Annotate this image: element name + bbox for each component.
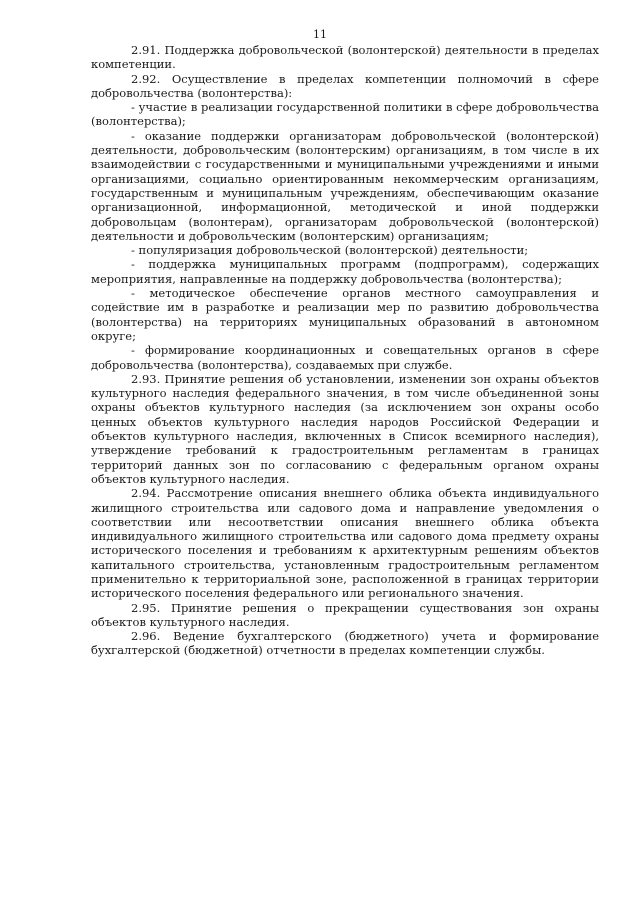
- list-item-coordination-bodies: - формирование координационных и совещательных органов в сфере добровольчества (волонтерства), создаваемых при службе.: [91, 343, 599, 372]
- paragraph-2-94: 2.94. Рассмотрение описания внешнего облика объекта индивидуального жилищного строительства или садового дома и направление уведомления о соответствии или несоответствии описания внешнего облика объекта индивидуального жилищного строительства или садового дома предмету охраны исторического поселения и требованиям к архитектурным решениям объектов капитального строительства, установленным градостроительным регламентом применительно к территориальной зоне, расположенной в границах территории исторического поселения федерального или регионального значения.: [91, 486, 599, 601]
- list-item-organizer-support: - оказание поддержки организаторам добровольческой (волонтерской) деятельности, добровольческим (волонтерским) организациям, в том числе в их взаимодействии с государственными и муниципальными учреждениями и иными организациями, социально ориентированным некоммерческим организациям, государственным и муниципальным учреждениям, обеспечивающим оказание организационной, информационной, методической и иной поддержки добровольцам (волонтерам), организаторам добровольческой (волонтерской) деятельности и добровольческим (волонтерским) организациям;: [91, 128, 599, 243]
- list-item-state-policy: - участие в реализации государственной политики в сфере добровольчества (волонтерства);: [91, 100, 599, 129]
- paragraph-2-96: 2.96. Ведение бухгалтерского (бюджетного) учета и формирование бухгалтерской (бюджетной) отчетности в пределах компетенции службы.: [91, 629, 599, 658]
- document-body: [91, 43, 599, 658]
- page-number: 11: [313, 28, 327, 41]
- list-item-methodical-support: - методическое обеспечение органов местного самоуправления и содействие им в разработке и реализации мер по развитию добровольчества (волонтерства) на территориях муниципальных образований в автономном округе;: [91, 286, 599, 343]
- paragraph-2-95: 2.95. Принятие решения о прекращении существования зон охраны объектов культурного наследия.: [91, 600, 599, 629]
- list-item-popularization: - популяризация добровольческой (волонтерской) деятельности;: [131, 243, 529, 258]
- paragraph-2-91: 2.91. Поддержка добровольческой (волонтерской) деятельности в пределах компетенции.: [91, 43, 599, 72]
- list-item-municipal-programs: - поддержка муниципальных программ (подпрограмм), содержащих мероприятия, направленные на поддержку добровольчества (волонтерства);: [91, 257, 599, 286]
- paragraph-2-92: 2.92. Осуществление в пределах компетенции полномочий в сфере добровольчества (волонтерства):: [91, 71, 599, 100]
- paragraph-2-93: 2.93. Принятие решения об установлении, изменении зон охраны объектов культурного наследия федерального значения, в том числе объединенной зоны охраны объектов культурного наследия (за исключением зон охраны особо ценных объектов культурного наследия народов Российской Федерации и объектов культурного наследия, включенных в Список всемирного наследия), утверждение требований к градостроительным регламентам в границах территорий данных зон по согласованию с федеральным органом охраны объектов культурного наследия.: [91, 371, 599, 486]
